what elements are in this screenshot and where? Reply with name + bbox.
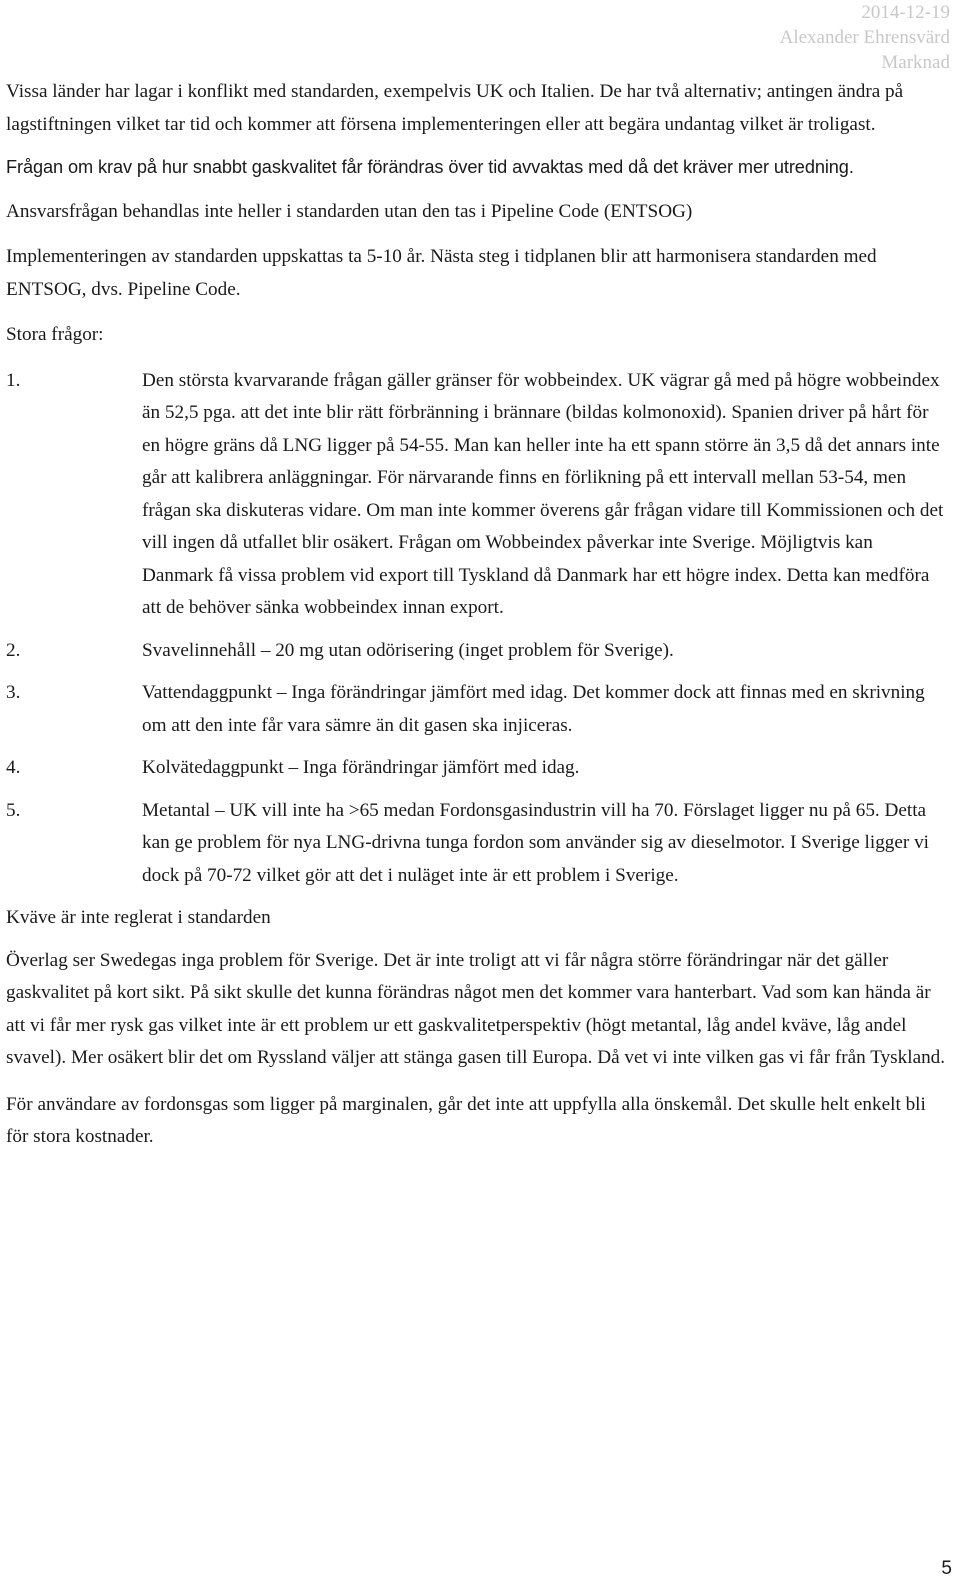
document-body	[6, 76, 946, 1154]
paragraph-responsibility: Ansvarsfrågan behandlas inte heller i standarden utan den tas i Pipeline Code (ENTSOG)	[6, 200, 693, 222]
list-text: Den största kvarvarande frågan gäller gränser för wobbeindex. UK vägrar gå med på högre wobbeindex än 52,5 pga. att det inte blir rätt förbränning i brännare (bildas kolmonoxid). Spanien driver på hårt för en högre gräns då LNG ligger på 54-55. Man kan heller inte ha ett spann större än 3,5 då det annars inte går att kalibrera anläggningar. För närvarande finns en förlikning på ett intervall mellan 53-54, men frågan ska diskuteras vidare. Om man inte kommer överens går frågan vidare till Kommissionen och det vill ingen då utfallet blir osäkert. Frågan om Wobbeindex påverkar inte Sverige. Möjligtvis kan Danmark få vissa problem vid export till Tyskland då Danmark har ett högre index. Detta kan medföra att de behöver sänka wobbeindex innan export.	[142, 369, 944, 618]
list-item	[6, 635, 946, 668]
list-number: 5.	[6, 799, 21, 821]
header-date: 2014-12-19	[861, 2, 950, 23]
list-number: 3.	[6, 682, 21, 703]
list-number: 1.	[6, 369, 21, 391]
list-text: Vattendaggpunkt – Inga förändringar jämfört med idag. Det kommer dock att finnas med en skrivning om att den inte får vara sämre än dit gasen ska injiceras.	[142, 682, 925, 736]
list-item	[6, 752, 946, 785]
list-item	[6, 677, 946, 742]
paragraph-gas-quality-change: Frågan om krav på hur snabbt gaskvalitet får förändras över tid avvaktas med då det kräver mer utredning.	[6, 157, 854, 177]
numbered-list	[6, 365, 946, 893]
header-author: Alexander Ehrensvärd	[779, 27, 950, 48]
list-item	[6, 365, 946, 625]
list-number: 4.	[6, 757, 21, 778]
list-text: Metantal – UK vill inte ha >65 medan Fordonsgasindustrin vill ha 70. Förslaget ligger nu på 65. Detta kan ge problem för nya LNG-drivna tunga fordon som använder sig av dieselmotor. I Sverige ligger vi dock på 70-72 vilket gör att det i nuläget inte är ett problem i Sverige.	[142, 799, 930, 886]
paragraph-nitrogen: Kväve är inte reglerat i standarden	[6, 907, 271, 928]
paragraph-big-questions: Stora frågor:	[6, 324, 104, 345]
paragraph-overall: Överlag ser Swedegas inga problem för Sverige. Det är inte troligt att vi får några större förändringar när det gäller gaskvalitet på kort sikt. På sikt skulle det kunna förändras något men det kommer vara hanterbart. Vad som kan hända är att vi får mer rysk gas vilket inte är ett problem ur ett gaskvalitetperspektiv (högt metantal, låg andel kväve, låg andel svavel). Mer osäkert blir det om Ryssland väljer att stänga gasen till Europa. Då vet vi inte vilken gas vi får från Tyskland.	[6, 949, 946, 1068]
paragraph-laws: Vissa länder har lagar i konflikt med standarden, exempelvis UK och Italien. De har två alternativ; antingen ändra på lagstiftningen vilket tar tid och kommer att försena implementeringen eller att begära undantag vilket är troligast.	[6, 81, 904, 135]
page-header	[780, 0, 950, 75]
list-number: 2.	[6, 639, 21, 661]
paragraph-implementation: Implementeringen av standarden uppskattas ta 5-10 år. Nästa steg i tidplanen blir att harmonisera standarden med ENTSOG, dvs. Pipeline Code.	[6, 246, 877, 300]
list-text: Kolvätedaggpunkt – Inga förändringar jämfört med idag.	[142, 757, 580, 778]
page-number: 5	[941, 1558, 952, 1579]
list-item	[6, 795, 946, 893]
list-text: Svavelinnehåll – 20 mg utan odörisering (inget problem för Sverige).	[142, 639, 674, 661]
paragraph-vehicle-gas: För användare av fordonsgas som ligger på marginalen, går det inte att uppfylla alla önskemål. Det skulle helt enkelt bli för stora kostnader.	[6, 1093, 926, 1147]
header-department: Marknad	[881, 52, 950, 73]
